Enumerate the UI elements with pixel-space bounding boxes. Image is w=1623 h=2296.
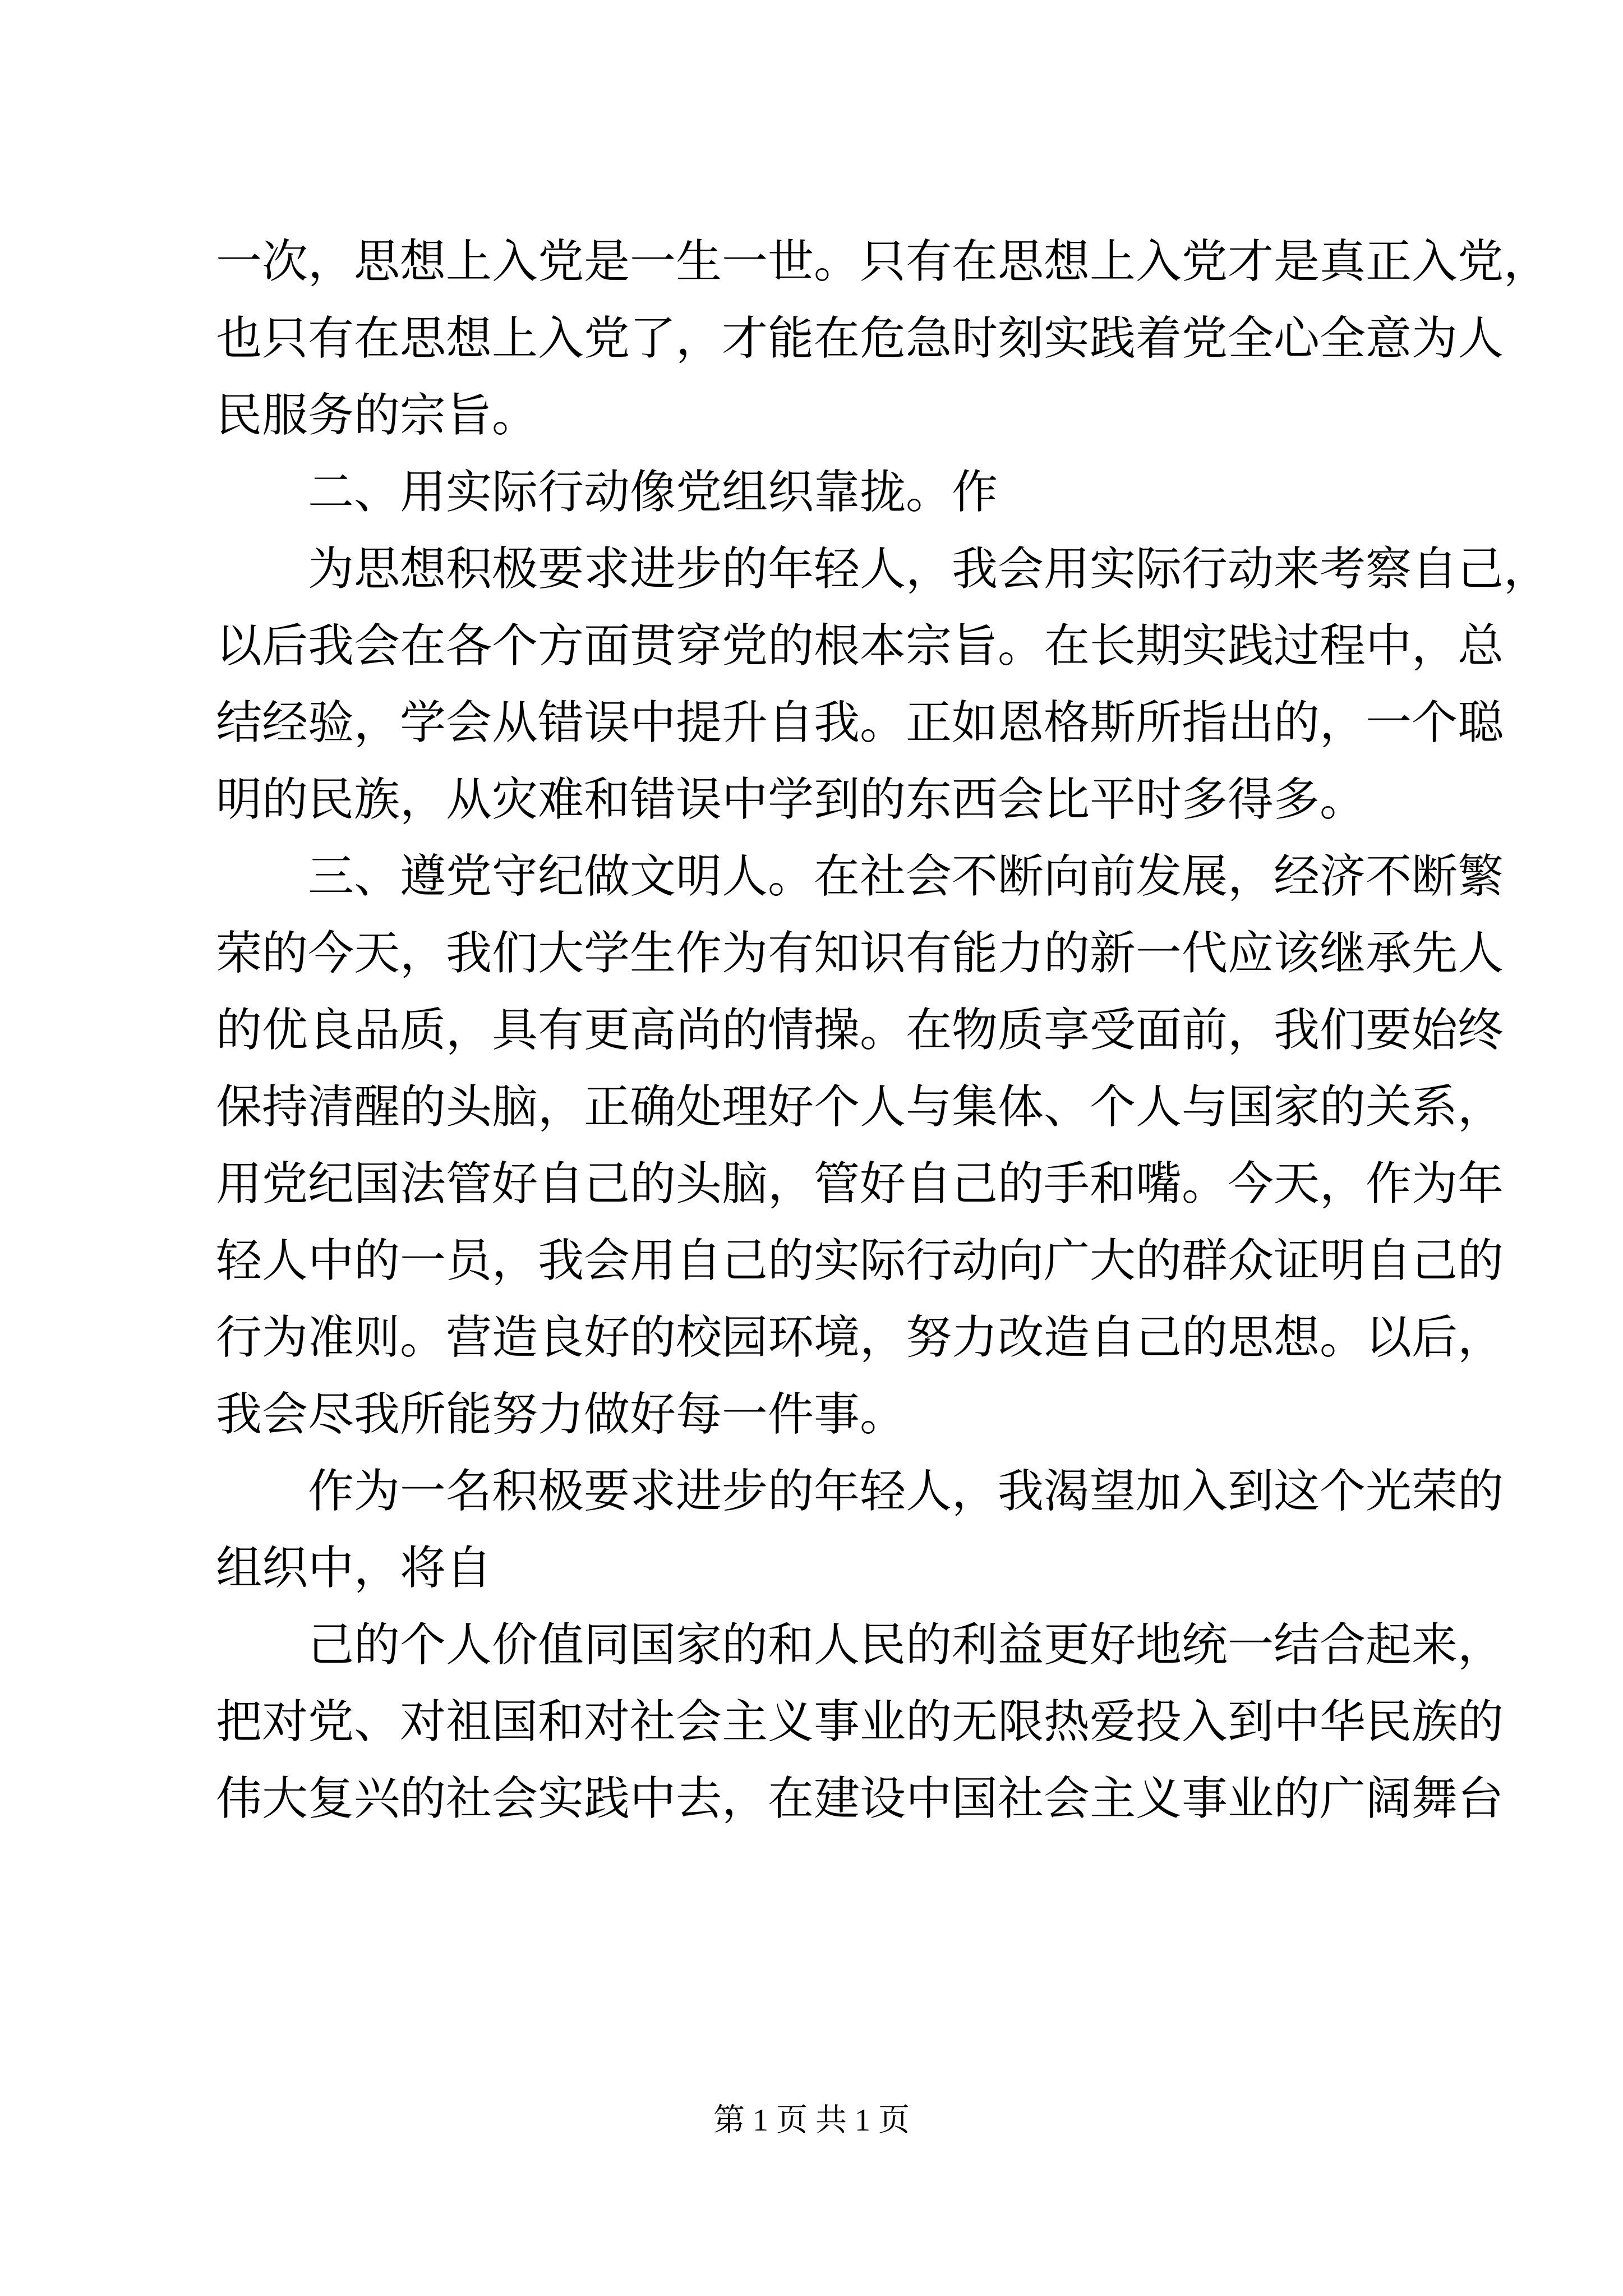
page-footer [0,2101,1623,2140]
text-line: 结经验，学会从错误中提升自我。正如恩格斯所指出的，一个聪 [216,696,1504,749]
text-line: 组织中，将自 [216,1542,492,1595]
text-line: 行为准则。营造良好的校园环境，努力改造自己的思想。以后， [216,1311,1504,1364]
text-line: 保持清醒的头脑，正确处理好个人与集体、个人与国家的关系， [216,1080,1504,1134]
document-body [216,223,1550,1837]
text-line: 作为一名积极要求进步的年轻人，我渴望加入到这个光荣的 [308,1465,1504,1518]
section-heading-line: 二、用实际行动像党组织靠拢。作 [308,466,998,519]
text-line: 明的民族，从灾难和错误中学到的东西会比平时多得多。 [216,773,1366,826]
text-line: 荣的今天，我们大学生作为有知识有能力的新一代应该继承先人 [216,927,1504,980]
text-line: 用党纪国法管好自己的头脑，管好自己的手和嘴。今天，作为年 [216,1157,1504,1211]
text-line: 我会尽我所能努力做好每一件事。 [216,1388,906,1441]
text-line: 以后我会在各个方面贯穿党的根本宗旨。在长期实践过程中，总 [216,619,1504,673]
text-line: 己的个人价值同国家的和人民的利益更好地统一结合起来， [308,1618,1504,1672]
text-line: 轻人中的一员，我会用自己的实际行动向广大的群众证明自己的 [216,1234,1504,1287]
text-line: 的优良品质，具有更高尚的情操。在物质享受面前，我们要始终 [216,1004,1504,1057]
text-line: 也只有在思想上入党了，才能在危急时刻实践着党全心全意为人 [216,312,1504,365]
text-line: 为思想积极要求进步的年轻人，我会用实际行动来考察自己， [308,542,1550,596]
page-number-label: 第 1 页 共 1 页 [713,2103,910,2138]
text-line: 把对党、对祖国和对社会主义事业的无限热爱投入到中华民族的 [216,1695,1504,1749]
text-line: 伟大复兴的社会实践中去，在建设中国社会主义事业的广阔舞台 [216,1772,1504,1825]
text-line: 民服务的宗旨。 [216,389,538,442]
text-line: 一次，思想上入党是一生一世。只有在思想上入党才是真正入党， [216,235,1550,288]
section-heading-line: 三、遵党守纪做文明人。在社会不断向前发展，经济不断繁 [308,850,1504,903]
